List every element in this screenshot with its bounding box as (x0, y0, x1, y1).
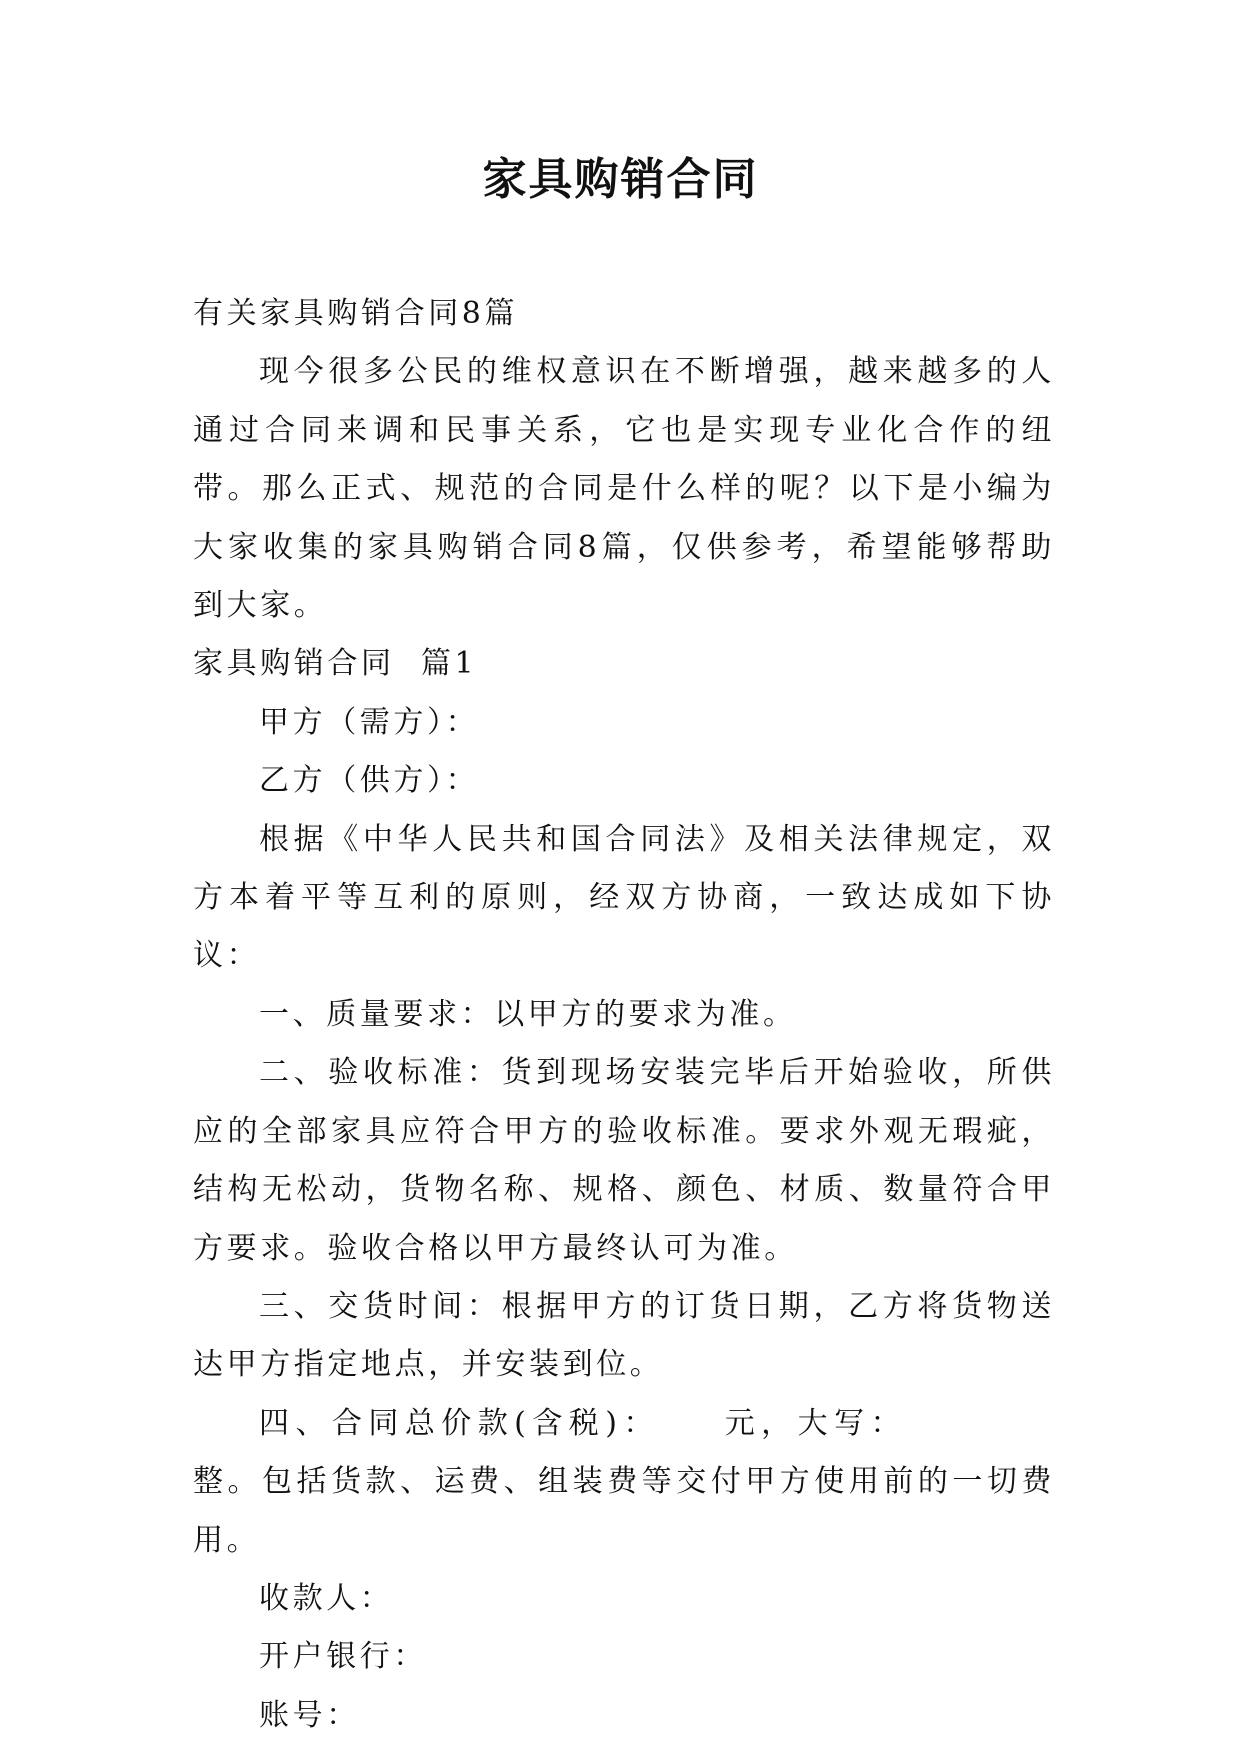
party-a-label: 甲方（需方）： (259, 704, 480, 740)
party-b-label: 乙方（供方）： (259, 763, 480, 799)
clause-price (193, 1395, 1055, 1570)
document-body (193, 285, 1055, 1745)
clause-price-currency: 元，大写： (721, 1405, 908, 1441)
intro-paragraph: 现今很多公民的维权意识在不断增强，越来越多的人通过合同来调和民事关系，它也是实现专业化合作的纽带。那么正式、规范的合同是什么样的呢？以下是小编为大家收集的家具购销合同8篇，仅供参考，希望能够帮助到大家。 (193, 354, 1055, 624)
account-label: 账号： (259, 1697, 360, 1733)
section-heading: 家具购销合同 篇1 (193, 646, 478, 682)
contract-basis: 根据《中华人民共和国合同法》及相关法律规定，双方本着平等互利的原则，经双方协商，一致达成如下协议： (193, 821, 1055, 974)
clause-price-label: 四、合同总价款(含税)： (259, 1405, 660, 1441)
clause-delivery: 三、交货时间：根据甲方的订货日期，乙方将货物送达甲方指定地点，并安装到位。 (193, 1288, 1055, 1383)
clause-price-tail: 整。包括货款、运费、组装费等交付甲方使用前的一切费用。 (193, 1464, 1055, 1558)
clause-acceptance: 二、验收标准：货到现场安装完毕后开始验收，所供应的全部家具应符合甲方的验收标准。要求外观无瑕疵，结构无松动，货物名称、规格、颜色、材质、数量符合甲方要求。验收合格以甲方最终认可为准。 (193, 1055, 1055, 1266)
document-title: 家具购销合同 (482, 154, 759, 205)
payee-label: 收款人： (259, 1580, 394, 1616)
bank-label: 开户银行： (259, 1639, 427, 1675)
intro-heading: 有关家具购销合同8篇 (193, 296, 519, 331)
clause-quality: 一、质量要求：以甲方的要求为准。 (259, 996, 797, 1032)
